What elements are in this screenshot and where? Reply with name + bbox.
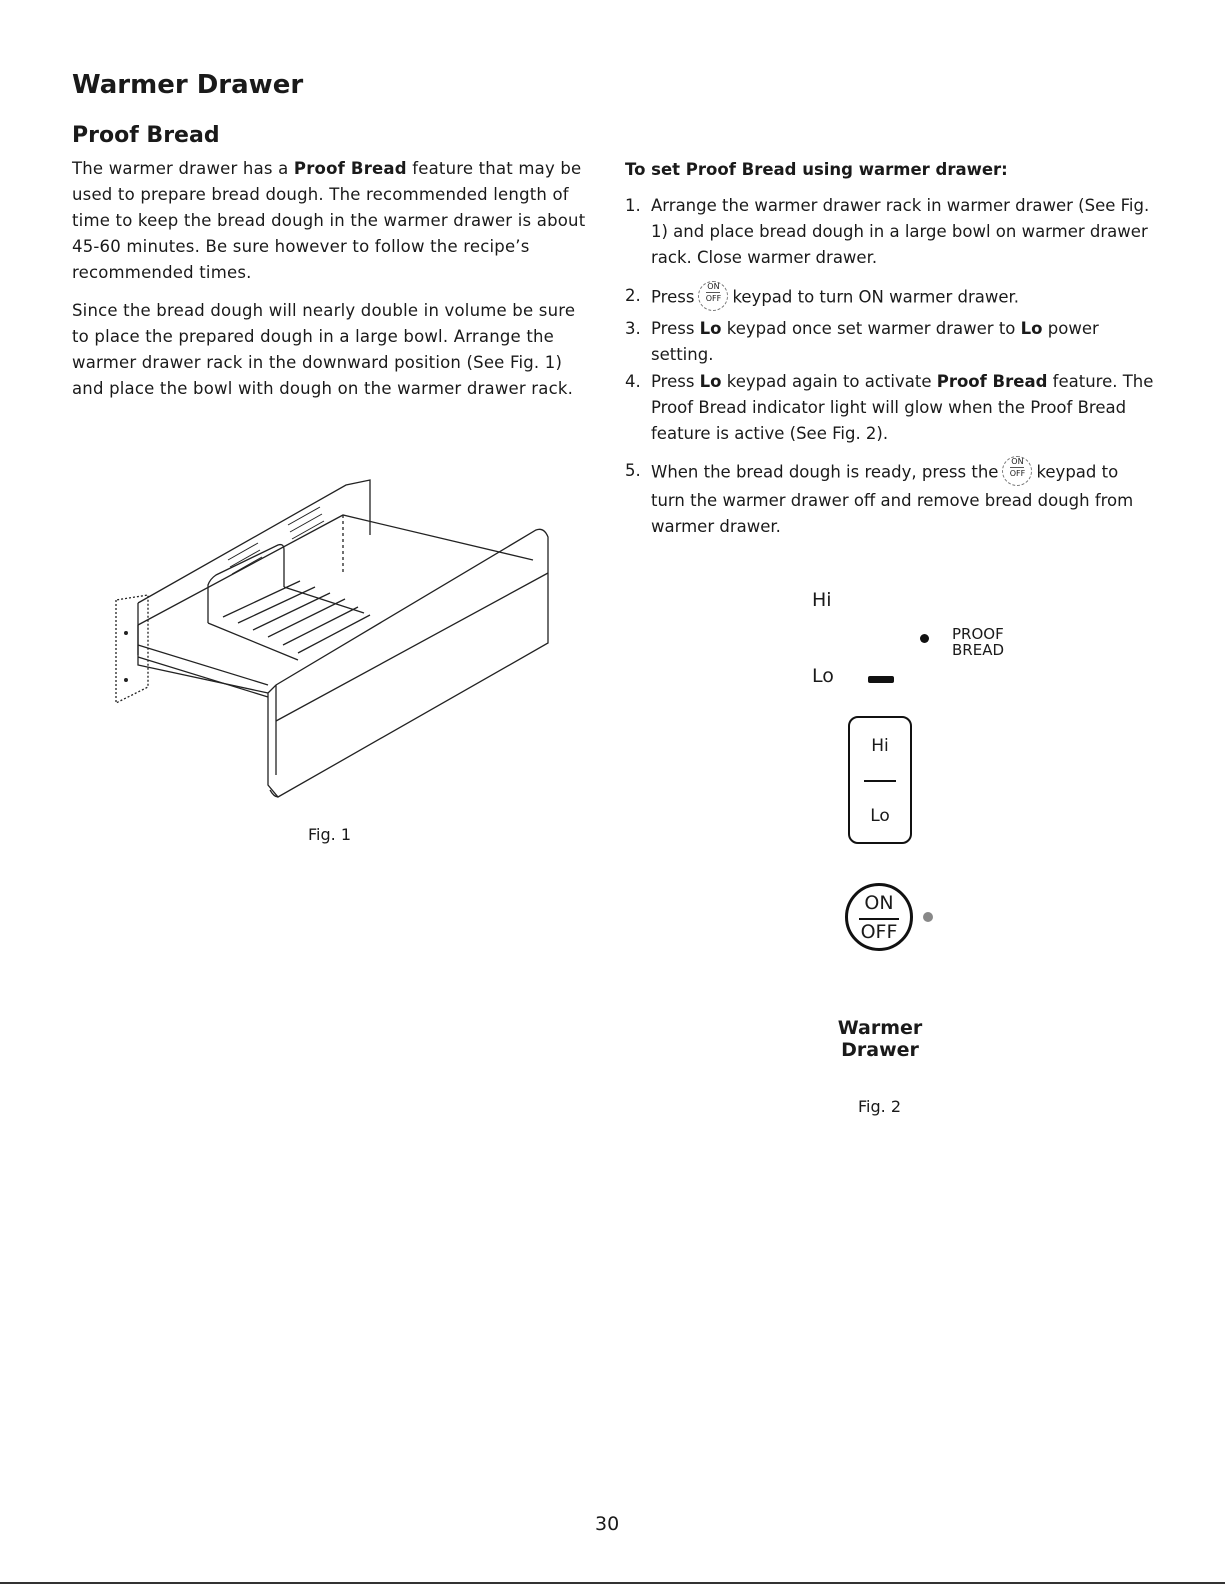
step-2-post: keypad to turn ON warmer drawer. — [732, 287, 1020, 307]
intro-paragraph-2: Since the bread dough will nearly double in volume be sure to place the prepared dough in a large bowl. Arrange the warmer drawer rack in the downward position (See Fig. 1) and place the bowl with dough on the warmer drawer rack. — [72, 301, 576, 398]
on-off-icon-off: OFF — [1009, 469, 1026, 478]
keypad-divider — [864, 780, 896, 782]
on-off-icon-on: ON — [707, 282, 720, 291]
warmer-drawer-label — [820, 1017, 940, 1061]
keypad-lo-button[interactable]: Lo — [870, 806, 890, 826]
step-4-number: 4. — [625, 372, 641, 391]
step-3-e: power setting. — [651, 319, 1099, 364]
step-4-text — [651, 369, 1155, 447]
bottom-rule — [0, 1582, 1225, 1584]
warmer-label-line-1: Warmer — [837, 1017, 923, 1039]
step-1 — [625, 193, 1155, 271]
intro-paragraph-1 — [72, 156, 592, 286]
figure-1-caption: Fig. 1 — [308, 825, 351, 844]
step-5 — [625, 458, 1155, 540]
on-off-icon — [1002, 456, 1032, 486]
on-off-icon — [698, 281, 728, 311]
on-off-button-off: OFF — [860, 921, 898, 943]
proof-label-line-2: BREAD — [952, 641, 1005, 659]
step-4 — [625, 369, 1155, 447]
panel-hi-label: Hi — [812, 589, 832, 611]
step-5-post: keypad to turn the warmer drawer off and remove bread dough from warmer drawer. — [651, 462, 1134, 536]
on-off-divider — [859, 918, 899, 920]
step-2 — [625, 283, 1155, 313]
step-3-number: 3. — [625, 319, 641, 338]
step-2-text — [651, 283, 1155, 313]
hi-lo-keypad[interactable] — [848, 716, 912, 844]
step-3-c: keypad once set warmer drawer to — [721, 319, 1021, 338]
step-3-b: Lo — [699, 319, 722, 338]
step-2-pre: Press — [651, 287, 695, 307]
on-off-icon-off: OFF — [705, 294, 722, 303]
step-5-pre: When the bread dough is ready, press the — [651, 462, 999, 482]
on-off-button[interactable] — [845, 883, 913, 951]
proof-bread-indicator-icon — [920, 634, 929, 643]
page-title: Warmer Drawer — [72, 70, 304, 100]
intro-p1-bold: Proof Bread — [293, 159, 407, 178]
keypad-hi-button[interactable]: Hi — [871, 736, 889, 756]
intro-p1-text-rest: feature that may be used to prepare bread dough. The recommended length of time to keep the bread dough in the warmer drawer is about 45-60 minutes. Be sure however to follow the recipe’s recommended times. — [72, 159, 586, 282]
step-4-e: feature. The Proof Bread indicator light will glow when the Proof Bread feature is active (See Fig. 2). — [651, 372, 1154, 443]
warmer-drawer-illustration — [108, 475, 568, 815]
figure-2-caption: Fig. 2 — [858, 1097, 901, 1116]
warmer-label-line-2: Drawer — [841, 1039, 919, 1061]
section-title: Proof Bread — [72, 123, 220, 148]
step-5-number: 5. — [625, 461, 641, 480]
power-indicator-icon — [923, 912, 933, 922]
proof-bread-label — [952, 626, 1004, 658]
proof-label-line-1: PROOF — [952, 625, 1004, 643]
intro-p1-text: The warmer drawer has a — [72, 159, 294, 178]
step-1-text: Arrange the warmer drawer rack in warmer drawer (See Fig. 1) and place bread dough in a large bowl on warmer drawer rack. Close warmer drawer. — [651, 196, 1150, 267]
step-5-text — [651, 458, 1155, 540]
lo-indicator-bar-icon — [868, 676, 894, 683]
on-off-icon-on: ON — [1011, 457, 1024, 466]
page-number: 30 — [595, 1513, 620, 1535]
on-off-button-on: ON — [864, 892, 894, 914]
step-3-d: Lo — [1020, 319, 1043, 338]
step-3 — [625, 316, 1155, 368]
panel-lo-label: Lo — [812, 665, 834, 687]
step-3-a: Press — [651, 319, 700, 338]
step-4-b: Lo — [699, 372, 722, 391]
step-3-text — [651, 316, 1155, 368]
step-1-number: 1. — [625, 196, 641, 215]
step-4-c: keypad again to activate — [721, 372, 937, 391]
step-4-d: Proof Bread — [936, 372, 1048, 391]
instructions-title: To set Proof Bread using warmer drawer: — [625, 160, 1008, 179]
step-4-a: Press — [651, 372, 700, 391]
step-2-number: 2. — [625, 286, 641, 305]
